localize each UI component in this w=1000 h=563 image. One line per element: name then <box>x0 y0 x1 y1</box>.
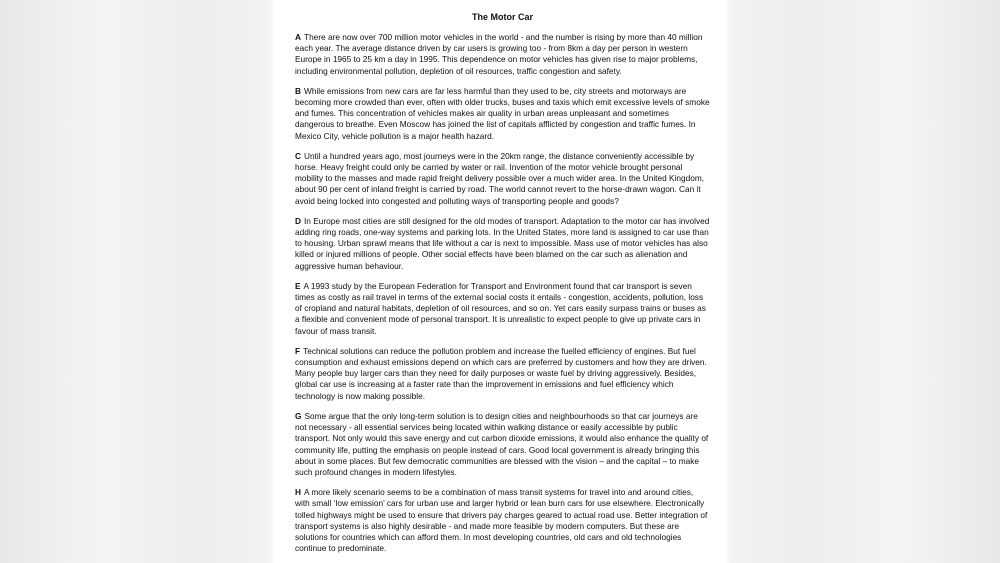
paragraph-letter: B <box>295 85 301 96</box>
paragraph-g <box>295 411 710 478</box>
paragraph-text: In Europe most cities are still designed for the old modes of transport. Adaptation to the motor car has involved adding ring roads, one-way systems and parking lots. In the United States, more land is assigned to car use than to housing. Urban sprawl means that life without a car is next to impossible. Mass use of motor vehicles has also killed or injured millions of people. Other social effects have been blamed on the car such as alienation and aggressive human behaviour. <box>295 215 710 271</box>
paragraph-text: Until a hundred years ago, most journeys were in the 20km range, the distance conveniently accessible by horse. Heavy freight could only be carried by water or rail. Invention of the motor vehicle brought personal mobility to the masses and made rapid freight delivery possible over a much wider area. In the United Kingdom, about 90 per cent of inland freight is carried by road. The world cannot revert to the horse-drawn wagon. Can it avoid being locked into congested and polluting ways of transporting people and goods? <box>295 150 705 206</box>
document-title: The Motor Car <box>471 12 533 22</box>
paragraph-text: A 1993 study by the European Federation for Transport and Environment found that car transport is seven times as costly as rail travel in terms of the external social costs it entails - congestion, accidents, pollution, loss of cropland and natural habitats, depletion of oil resources, and so on. Yet cars easily surpass trains or buses as a flexible and convenient mode of personal transport. It is unrealistic to expect people to give up private cars in favour of mass transit. <box>295 280 706 336</box>
document-page <box>274 0 726 563</box>
paragraph-letter: E <box>295 280 301 291</box>
paragraph-letter: H <box>295 487 301 498</box>
paragraph-c <box>295 151 710 207</box>
paragraph-e <box>295 281 710 337</box>
paragraph-letter: A <box>295 32 301 42</box>
paragraph-letter: F <box>295 345 301 356</box>
paragraph-text: While emissions from new cars are far less harmful than they used to be, city streets and motorways are becoming more crowded than ever, often with older trucks, buses and taxis which emit excessive levels of smoke and fumes. This concentration of vehicles makes air quality in urban areas unpleasant and sometimes dangerous to breathe. Even Moscow has joined the list of capitals afflicted by congestion and traffic fumes. In Mexico City, vehicle pollution is a major health hazard. <box>295 85 710 141</box>
paragraph-text: Technical solutions can reduce the pollution problem and increase the fuelled efficiency of engines. But fuel consumption and exhaust emissions depend on which cars are preferred by customers and how they are driven. Many people buy larger cars than they need for daily purposes or waste fuel by driving aggressively. Besides, global car use is increasing at a faster rate than the improvement in emissions and fuel efficiency which technology is now making possible. <box>295 345 707 401</box>
paragraph-text: A more likely scenario seems to be a combination of mass transit systems for travel into and around cities, with small ‘low emission’ cars for urban use and larger hybrid or lean burn cars for use elsewhere. Electronically tolled highways might be used to ensure that drivers pay charges geared to actual road use. Better integration of transport systems is also highly desirable - and made more feasible by modern computers. But these are solutions for countries which can afford them. In most developing countries, old cars and old technologies continue to predominate. <box>295 487 708 554</box>
paragraph-b <box>295 86 710 142</box>
paragraph-text: There are now over 700 million motor vehicles in the world - and the number is rising by more than 40 million each year. The average distance driven by car users is growing too - from 8km a day per person in western Europe in 1965 to 25 km a day in 1995. This dependence on motor vehicles has given rise to major problems, including environmental pollution, depletion of oil resources, traffic congestion and safety. <box>295 32 703 76</box>
paragraph-d <box>295 216 710 272</box>
paragraph-text: Some argue that the only long-term solution is to design cities and neighbourhoods so that car journeys are not necessary - all essential services being located within walking distance or easily accessible by public transport. Not only would this save energy and cut carbon dioxide emissions, it would also enhance the quality of community life, putting the emphasis on people instead of cars. Good local government is already bringing this about in some places. But few democratic communities are blessed with the vision – and the capital – to make such profound changes in modern lifestyles. <box>295 410 709 477</box>
paragraph-a <box>295 32 710 77</box>
paragraph-letter: C <box>295 150 301 161</box>
paragraph-h <box>295 487 710 554</box>
paragraph-letter: G <box>295 410 302 421</box>
paragraph-f <box>295 346 710 402</box>
paragraph-letter: D <box>295 215 301 226</box>
